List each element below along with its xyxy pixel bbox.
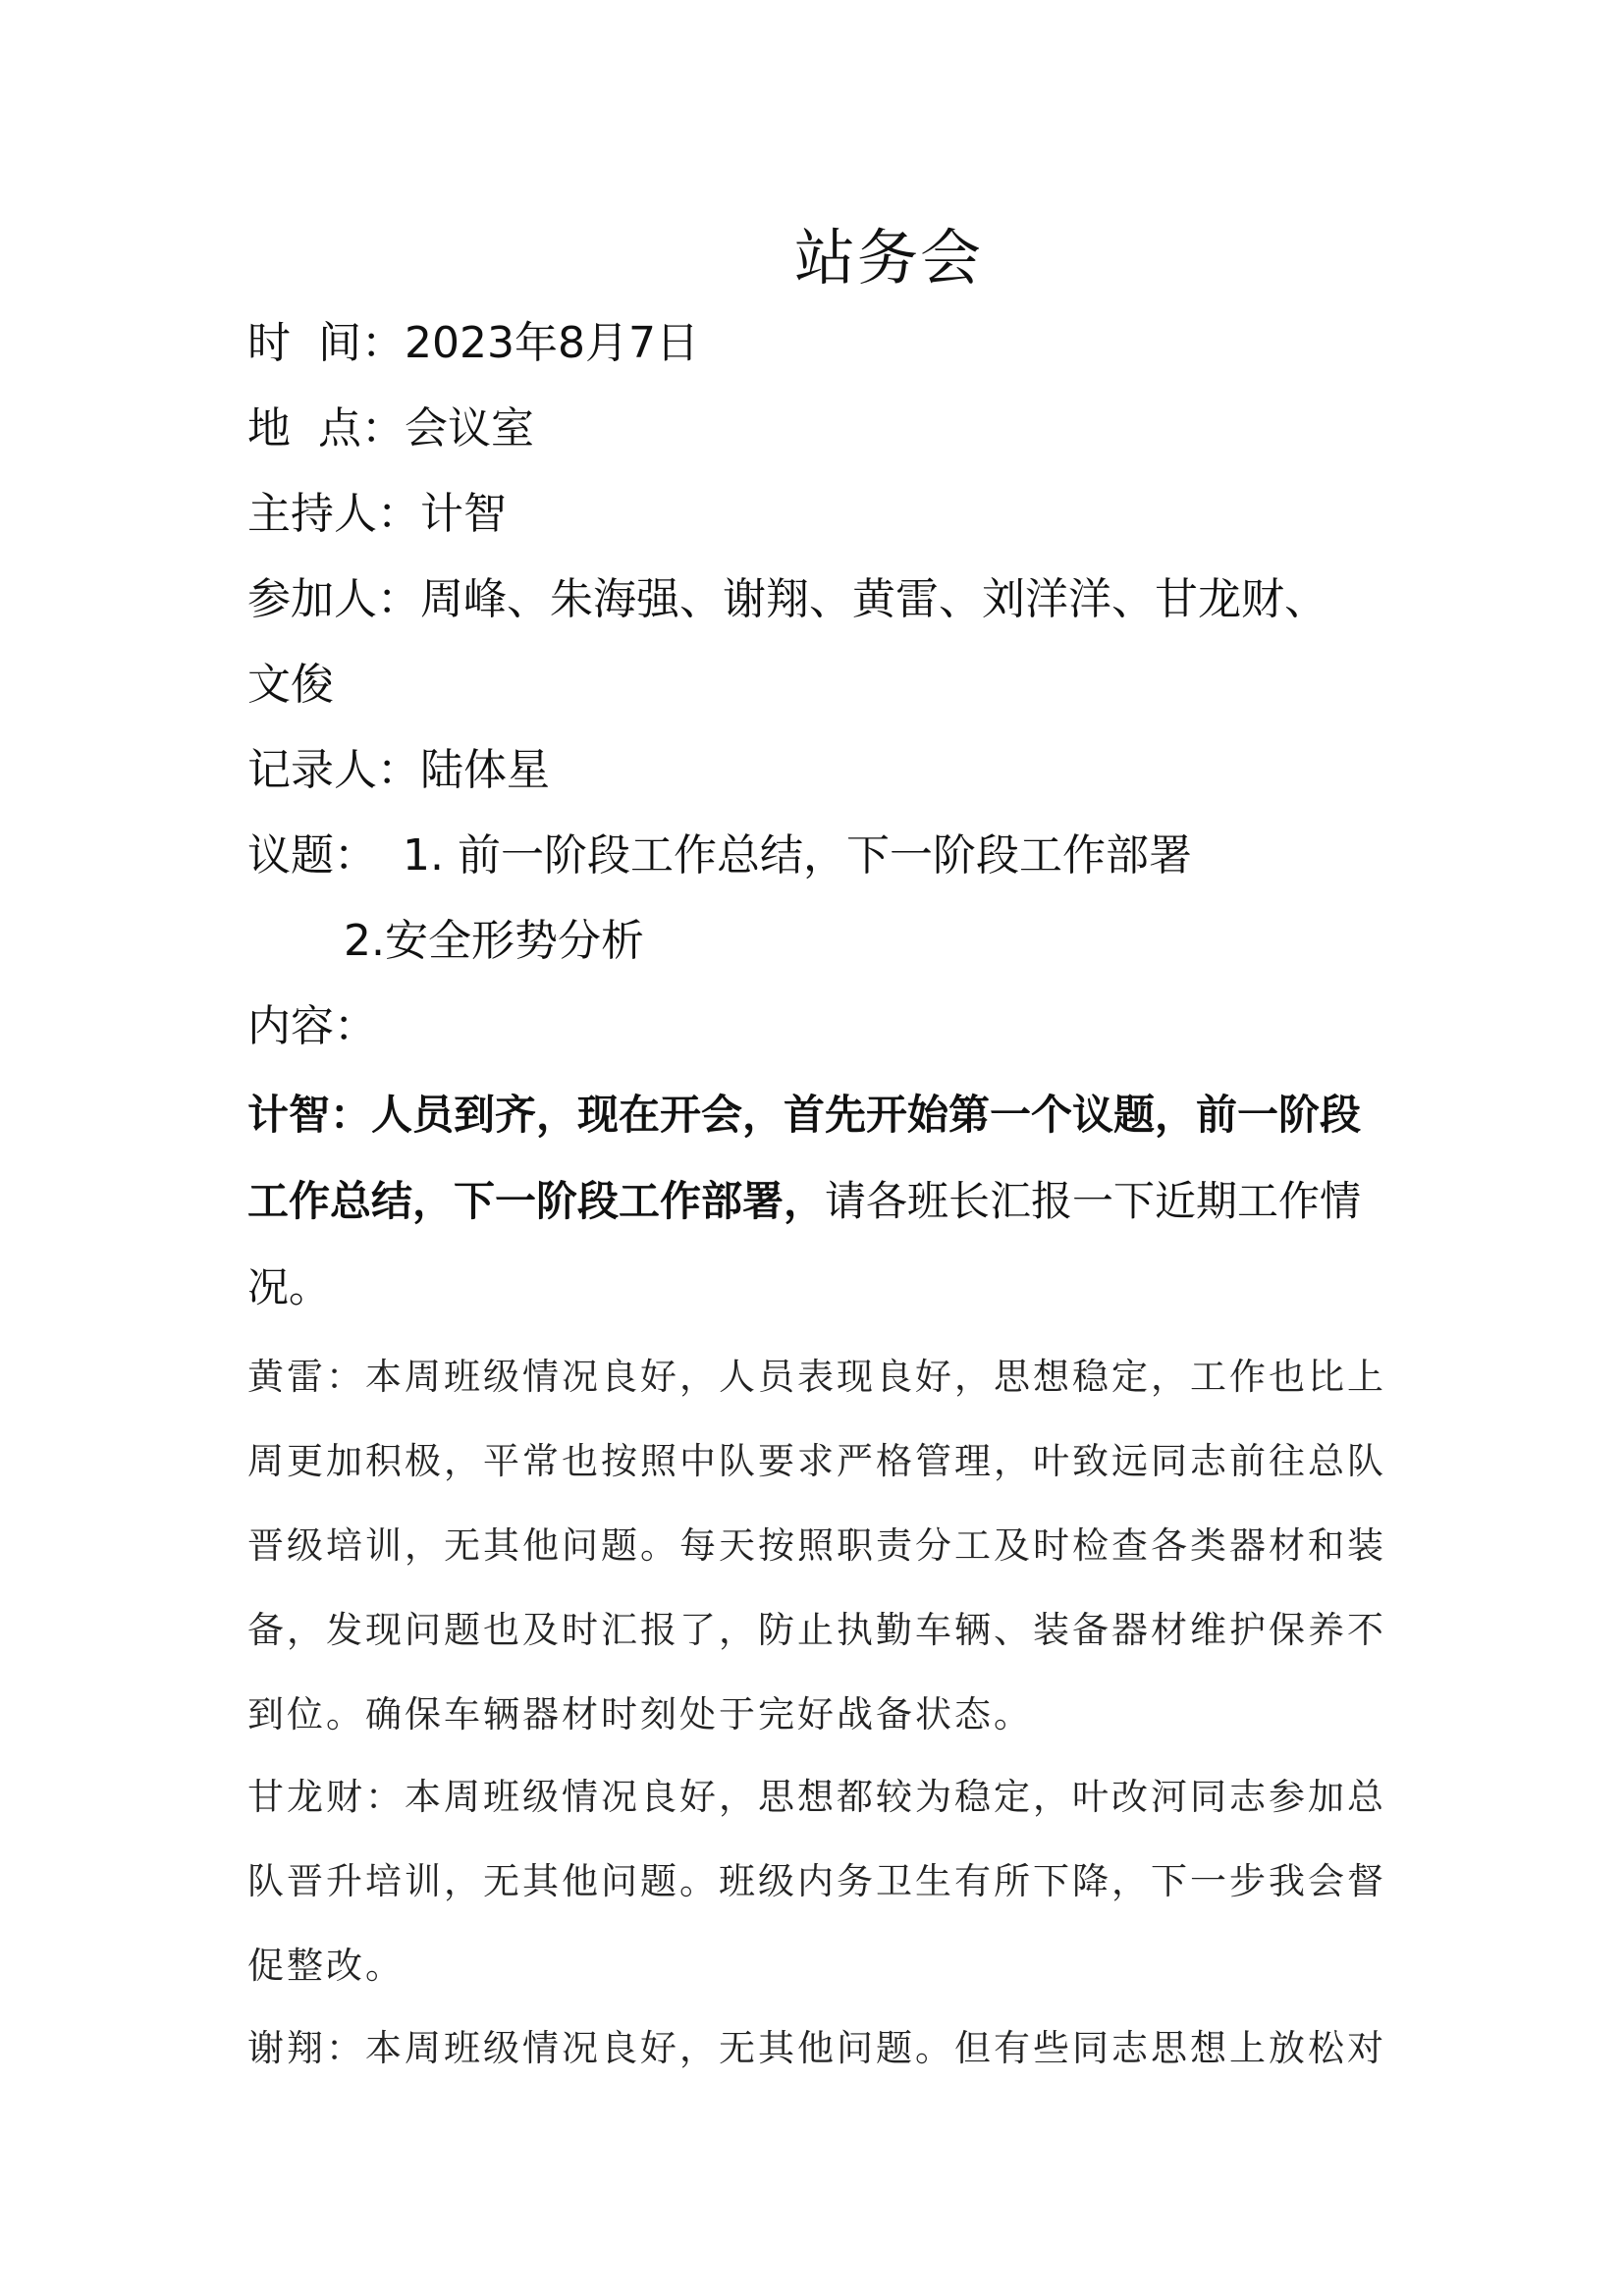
recorder-value: 陆体星	[420, 745, 550, 795]
host-speech-bold: 计智：人员到齐，现在开会，首先开始第一个议题，前一阶段工作总结，下一阶段工作部署，	[247, 1091, 1362, 1225]
huang-lei-name-zhi: 致	[1072, 1440, 1111, 1482]
time-value: 2023年8月7日	[404, 318, 699, 368]
meeting-place	[247, 400, 1426, 458]
host-label: 主持人：	[247, 489, 420, 539]
xie-xiang-text: 谢翔：本周班级情况良好，无其他问题。但有些同志思想上放松对	[247, 2027, 1386, 2069]
huang-lei-name-ye: 叶	[1033, 1440, 1072, 1482]
topics-label: 议题：	[247, 830, 377, 881]
report-huang-lei	[247, 1335, 1386, 1757]
huang-lei-jin: 晋	[247, 1524, 287, 1567]
huang-lei-part2: 同志前往总队	[1151, 1440, 1386, 1482]
topic-1: 1. 前一阶段工作总结，下一阶段工作部署	[403, 830, 1192, 881]
meeting-topics	[247, 827, 1426, 885]
recorder-label: 记录人：	[247, 745, 420, 795]
time-label: 时 间：	[247, 318, 405, 368]
meeting-recorder	[247, 741, 1426, 800]
attendees-value: 周峰、朱海强、谢翔、黄雷、刘洋洋、甘龙财、	[420, 574, 1327, 624]
huang-lei-part4: 报了，防止执勤车辆、装备器材维护保养不到位。确保车辆器材时刻处于完好战备	[247, 1609, 1386, 1735]
host-speech-rest: 请各班长汇报一下近期工作情况。	[247, 1177, 1362, 1311]
huang-lei-name-yuan: 远	[1111, 1440, 1151, 1482]
meeting-host	[247, 485, 1426, 544]
place-value: 会议室	[404, 403, 534, 454]
report-xie-xiang	[247, 2006, 1386, 2091]
meeting-attendees	[247, 570, 1426, 629]
page-title: 站务会	[793, 222, 983, 294]
meeting-attendees-continued	[247, 656, 1426, 715]
attendees-label: 参加人：	[247, 574, 420, 624]
huang-lei-part1: 黄雷：本周班级情况良好，人员表现良好，思想稳定，工作也比上周更加积极，平常也按照中队要求严格管理，	[247, 1356, 1386, 1482]
content-label: 内容：	[247, 1001, 377, 1051]
huang-lei-part5: 态。	[954, 1693, 1033, 1735]
huang-lei-zhuang: 状	[915, 1693, 954, 1735]
huang-lei-hui: 汇	[601, 1609, 640, 1651]
host-speech	[247, 1072, 1386, 1331]
meeting-topic-2	[344, 912, 1522, 971]
place-label: 地 点：	[247, 403, 405, 454]
meeting-time	[247, 314, 1426, 373]
report-gan-longcai	[247, 1755, 1386, 2008]
huang-lei-part3: 级培训，无其他问题。每天按照职责分工及时检查各类器材和装备，发现问题也及时	[247, 1524, 1386, 1651]
content-heading	[247, 997, 1426, 1056]
attendees-value-line2: 文俊	[247, 660, 334, 710]
host-value: 计智	[420, 489, 507, 539]
topic-2: 2.安全形势分析	[344, 916, 644, 966]
gan-longcai-text: 甘龙财：本周班级情况良好，思想都较为稳定，叶改河同志参加总队晋升培训，无其他问题。班级内务卫生有所下降，下一步我会督促整改。	[247, 1776, 1386, 1987]
